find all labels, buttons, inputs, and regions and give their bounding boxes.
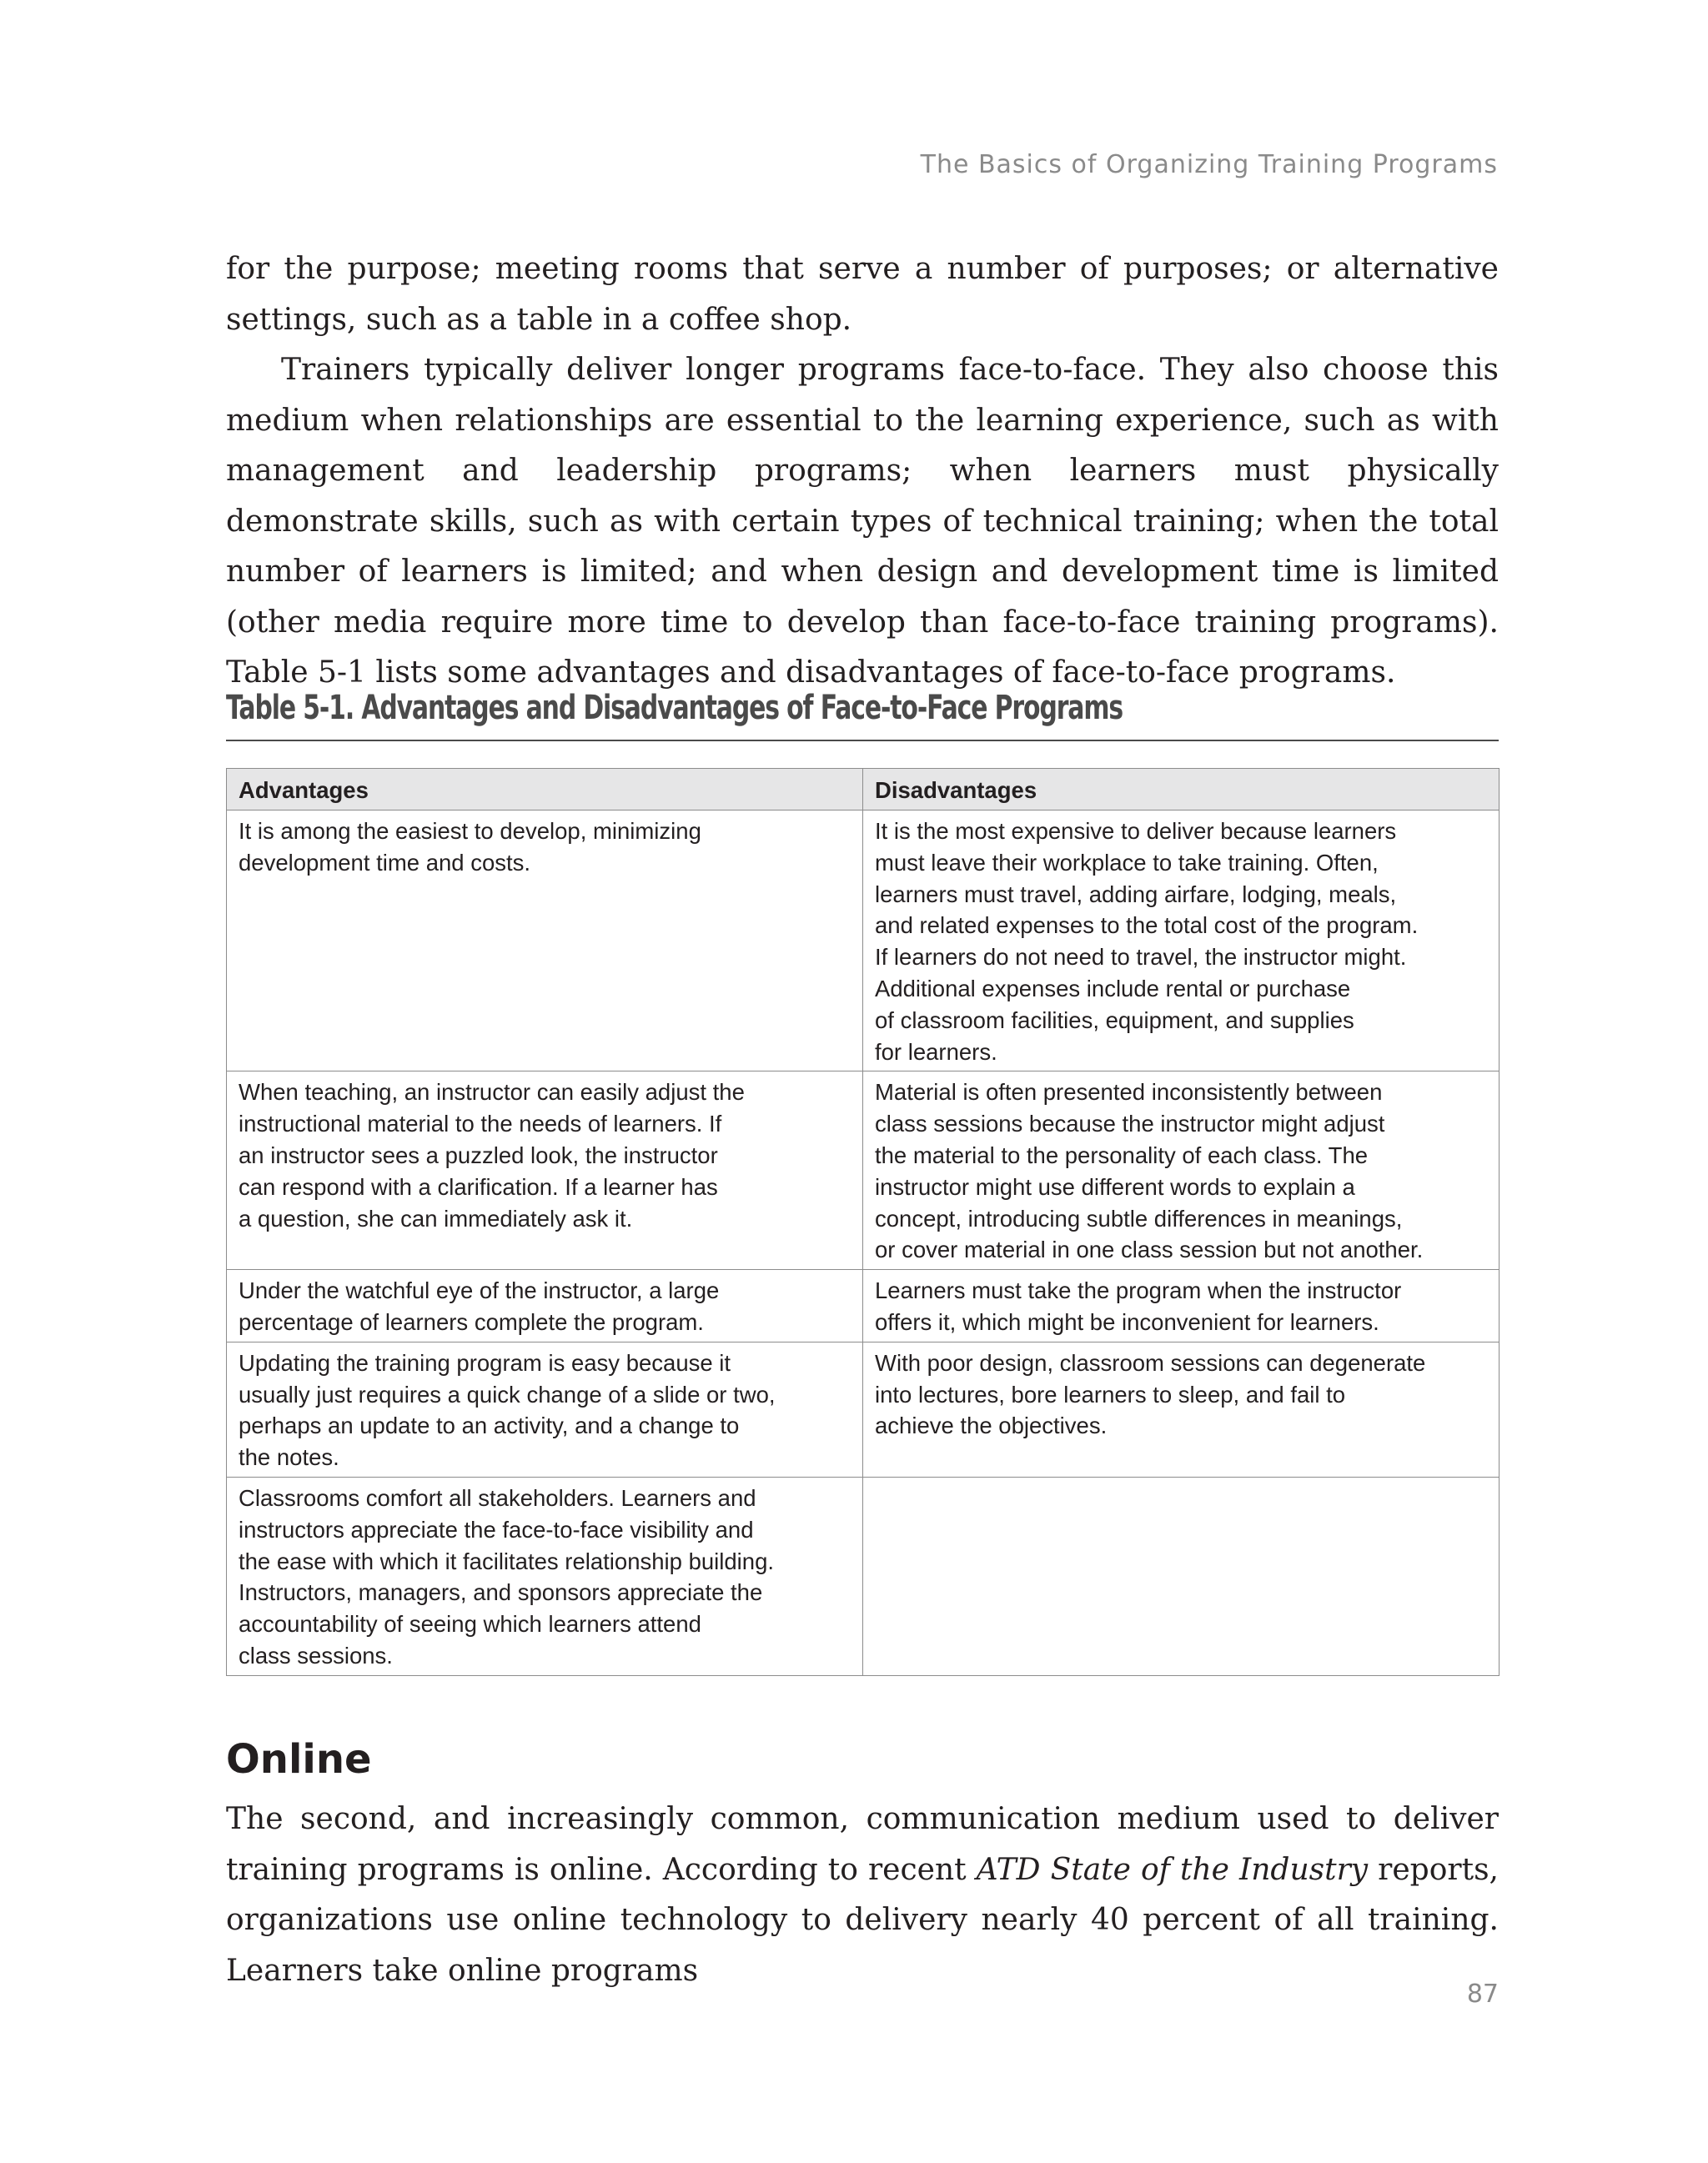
online-text-start: The second, and increasingly common, communication medium used to deliver training programs is online. According to recent	[226, 1802, 1499, 1887]
advantage-line: instructors appreciate the face-to-face visibility and	[239, 1516, 754, 1543]
advantage-line: instructional material to the needs of learners. If	[239, 1111, 722, 1137]
disadvantage-line: learners must travel, adding airfare, lodging, meals,	[875, 881, 1397, 907]
advantage-line: the ease with which it facilitates relationship building.	[239, 1548, 775, 1574]
advantage-cell	[227, 1477, 863, 1675]
disadvantage-line: With poor design, classroom sessions can degenerate	[875, 1349, 1426, 1376]
advantage-line: class sessions.	[239, 1642, 393, 1669]
advantage-line: an instructor sees a puzzled look, the instructor	[239, 1142, 718, 1168]
disadvantage-cell	[863, 810, 1500, 1071]
advantage-line: a question, she can immediately ask it.	[239, 1205, 633, 1232]
table-row	[227, 810, 1500, 1071]
advantage-line: Under the watchful eye of the instructor, a large	[239, 1277, 720, 1304]
disadvantage-line: offers it, which might be inconvenient for learners.	[875, 1308, 1379, 1335]
disadvantage-line: achieve the objectives.	[875, 1413, 1108, 1439]
advantage-line: Instructors, managers, and sponsors appreciate the	[239, 1579, 763, 1606]
header-advantages: Advantages	[227, 769, 863, 810]
header-disadvantages: Disadvantages	[863, 769, 1500, 810]
table-header-row	[227, 769, 1500, 810]
intro-paragraph-2: Trainers typically deliver longer programs face-to-face. They also choose this medium when relationships are essential to the learning experience, such as with management and leadership programs; when learners must physically demonstrate skills, such as with certain types of technical training; when the total number of learners is limited; and when design and development time is limited (other media require more time to develop than face-to-face training programs). Table 5-1 lists some advantages and disadvantages of face-to-face programs.	[226, 353, 1499, 690]
advantage-cell	[227, 1071, 863, 1270]
disadvantage-cell	[863, 1342, 1500, 1477]
online-text-end: reports, organizations use online technology to delivery nearly 40 percent of all training. Learners take online programs	[226, 1852, 1499, 1988]
disadvantage-line: or cover material in one class session but not another.	[875, 1237, 1424, 1263]
page-number: 87	[1466, 1980, 1499, 2009]
advantage-line: Updating the training program is easy because it	[239, 1349, 731, 1376]
disadvantage-line: for learners.	[875, 1038, 997, 1065]
disadvantage-line: of classroom facilities, equipment, and supplies	[875, 1006, 1354, 1033]
running-head: The Basics of Organizing Training Programs	[920, 150, 1498, 179]
advantage-line: percentage of learners complete the program.	[239, 1308, 704, 1335]
disadvantage-line: Learners must take the program when the instructor	[875, 1277, 1402, 1304]
disadvantage-line: the material to the personality of each class. The	[875, 1142, 1369, 1168]
disadvantage-line: concept, introducing subtle differences in meanings,	[875, 1205, 1403, 1232]
intro-paragraph-1: for the purpose; meeting rooms that serve a number of purposes; or alternative settings, such as a table in a coffee shop.	[226, 252, 1499, 337]
disadvantage-cell	[863, 1071, 1500, 1270]
advantage-cell	[227, 1270, 863, 1342]
disadvantage-cell	[863, 1270, 1500, 1342]
advantage-line: the notes.	[239, 1444, 339, 1471]
section-heading-online: Online	[226, 1736, 372, 1783]
disadvantage-line: instructor might use different words to explain a	[875, 1173, 1355, 1200]
table-row	[227, 1477, 1500, 1675]
table-title: Table 5-1. Advantages and Disadvantages of Face-to-Face Programs	[226, 689, 1123, 727]
disadvantage-line: Additional expenses include rental or purchase	[875, 975, 1351, 1001]
advantage-cell	[227, 1342, 863, 1477]
table-row	[227, 1342, 1500, 1477]
advantage-line: usually just requires a quick change of a slide or two,	[239, 1381, 776, 1408]
advantage-line: Classrooms comfort all stakeholders. Learners and	[239, 1484, 756, 1511]
table-row	[227, 1270, 1500, 1342]
advantage-line: can respond with a clarification. If a learner has	[239, 1173, 718, 1200]
advantages-disadvantages-table	[226, 768, 1500, 1676]
disadvantage-line: Material is often presented inconsistently between	[875, 1079, 1383, 1106]
table-body	[227, 810, 1500, 1676]
disadvantage-cell	[863, 1477, 1500, 1675]
advantage-line: When teaching, an instructor can easily adjust the	[239, 1079, 745, 1106]
disadvantage-line: It is the most expensive to deliver because learners	[875, 818, 1397, 844]
advantage-line: development time and costs.	[239, 849, 531, 876]
disadvantage-line: class sessions because the instructor might adjust	[875, 1111, 1385, 1137]
intro-text	[226, 244, 1499, 699]
disadvantage-line: If learners do not need to travel, the instructor might.	[875, 944, 1407, 971]
advantage-line: accountability of seeing which learners attend	[239, 1611, 701, 1638]
online-paragraph	[226, 1794, 1499, 1996]
advantage-cell	[227, 810, 863, 1071]
online-text	[226, 1794, 1499, 1996]
disadvantage-line: must leave their workplace to take training. Often,	[875, 849, 1379, 876]
advantage-line: perhaps an update to an activity, and a change to	[239, 1413, 740, 1439]
disadvantage-line: into lectures, bore learners to sleep, and fail to	[875, 1381, 1346, 1408]
table-title-rule	[226, 740, 1499, 741]
advantage-line: It is among the easiest to develop, minimizing	[239, 818, 701, 844]
report-title: ATD State of the Industry	[976, 1852, 1369, 1887]
disadvantage-line: and related expenses to the total cost of the program.	[875, 912, 1419, 939]
table-row	[227, 1071, 1500, 1270]
